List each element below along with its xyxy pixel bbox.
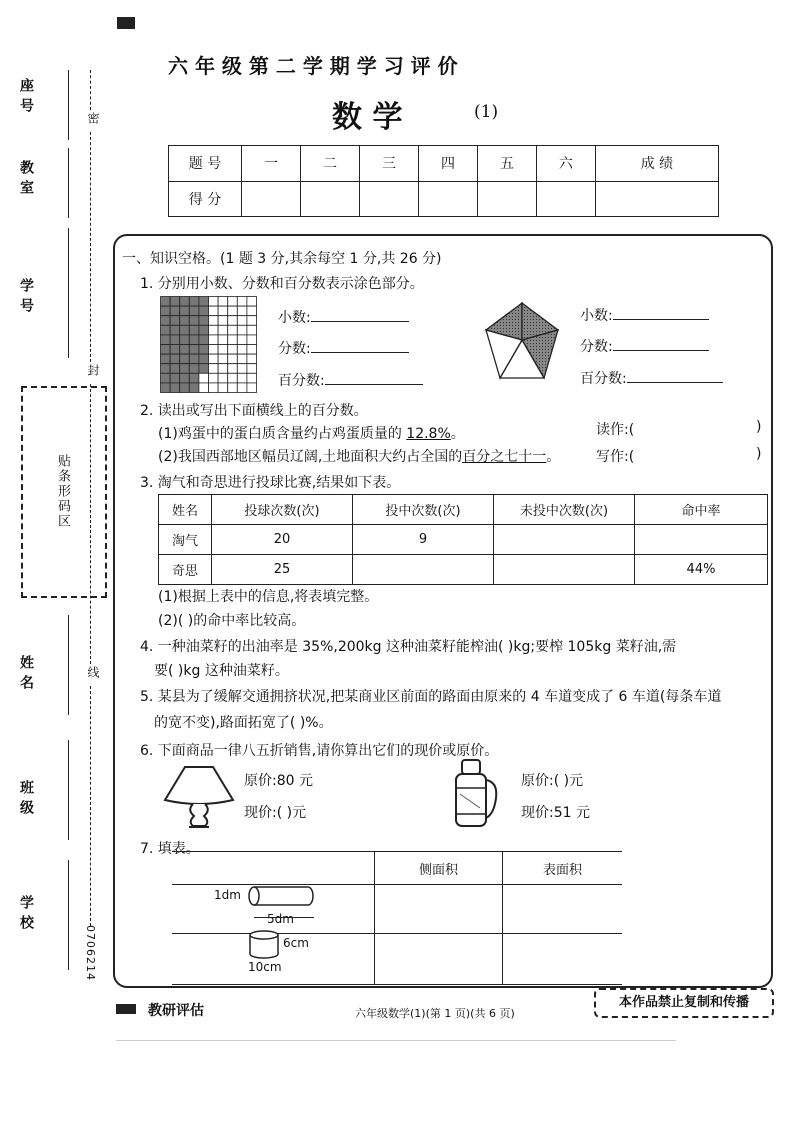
- grid-cell-shaded: [170, 316, 180, 326]
- question-4-line-2: 要( )kg 这种油菜籽。: [154, 663, 289, 679]
- grid-cell: [247, 297, 257, 307]
- grid-cell-shaded: [189, 316, 199, 326]
- table-header: [172, 852, 375, 885]
- answer-blank[interactable]: [627, 368, 723, 383]
- grid-cell-shaded: [189, 373, 199, 383]
- barcode-area-label: 贴条形码区: [55, 454, 70, 529]
- grid-cell-shaded: [180, 335, 190, 345]
- score-cell[interactable]: [300, 181, 359, 217]
- footer-brand: 教研评估: [148, 1003, 204, 1019]
- grid-cell-shaded: [189, 335, 199, 345]
- grid-cell: [228, 373, 238, 383]
- grid-cell: [228, 364, 238, 374]
- grid-cell-shaded: [170, 383, 180, 393]
- exam-title: 六 年 级 第 二 学 期 学 习 评 价: [168, 54, 458, 78]
- seal-line: [90, 686, 91, 926]
- grid-cell: [209, 345, 219, 355]
- score-header: 一: [242, 146, 301, 182]
- score-header: 四: [418, 146, 477, 182]
- grid-cell: [199, 373, 209, 383]
- barcode-area: [21, 386, 107, 598]
- exam-code: 0706214: [84, 925, 97, 981]
- thermos-current-price: 现价:51 元: [521, 805, 590, 821]
- seal-char-mi: 密: [86, 112, 100, 130]
- grid-cell-shaded: [161, 354, 171, 364]
- footer-mark: [116, 1004, 136, 1014]
- grid-cell: [228, 345, 238, 355]
- score-header: 五: [477, 146, 536, 182]
- seal-line: [90, 70, 91, 110]
- grid-cell: [247, 325, 257, 335]
- subject-title: 数 学: [332, 100, 403, 135]
- question-6: 6. 下面商品一律八五折销售,请你算出它们的现价或原价。: [140, 743, 499, 759]
- question-5-line-1: 5. 某县为了缓解交通拥挤状况,把某商业区前面的路面由原来的 4 车道变成了 6 车道(每条车道: [140, 689, 722, 705]
- grid-cell-shaded: [189, 364, 199, 374]
- percent-label-left: 百分数:: [278, 370, 423, 390]
- classroom-label: 教室: [18, 160, 34, 200]
- table-cell[interactable]: [494, 555, 635, 585]
- grid-cell: [247, 345, 257, 355]
- class-label: 班级: [18, 780, 34, 820]
- grid-cell-shaded: [180, 364, 190, 374]
- grid-cell: [209, 306, 219, 316]
- grid-cell-shaded: [170, 335, 180, 345]
- grid-cell-shaded: [189, 354, 199, 364]
- question-3-1: (1)根据上表中的信息,将表填完整。: [158, 589, 379, 605]
- bottom-divider: [116, 1040, 676, 1041]
- shooting-table: [158, 494, 768, 585]
- question-7: 7. 填表。: [140, 841, 200, 857]
- answer-blank[interactable]: [311, 307, 409, 322]
- grid-cell-shaded: [199, 354, 209, 364]
- table-cell[interactable]: [494, 525, 635, 555]
- field-line: [68, 228, 69, 358]
- copyright-text: 本作品禁止复制和传播: [618, 995, 749, 1010]
- grid-cell: [218, 316, 228, 326]
- grid-cell-shaded: [180, 325, 190, 335]
- grid-cell: [237, 383, 247, 393]
- question-5-line-2: 的宽不变),路面拓宽了( )%。: [154, 715, 333, 731]
- grid-cell: [218, 306, 228, 316]
- thermos-original-price: 原价:( )元: [521, 773, 584, 789]
- score-header: 成 绩: [595, 146, 718, 182]
- seal-line: [90, 132, 91, 362]
- grid-cell-shaded: [180, 354, 190, 364]
- grid-cell-shaded: [161, 373, 171, 383]
- grid-cell: [247, 383, 257, 393]
- cylinder-1-diameter: 1dm: [214, 888, 241, 902]
- question-2-1: (1)鸡蛋中的蛋白质含量约占鸡蛋质量的 12.8%。: [158, 426, 465, 442]
- grid-cell-shaded: [170, 325, 180, 335]
- grid-cell-shaded: [199, 297, 209, 307]
- table-cell: 25: [212, 555, 353, 585]
- grid-cell-shaded: [180, 316, 190, 326]
- grid-cell-shaded: [170, 364, 180, 374]
- lamp-icon: [163, 764, 235, 830]
- grid-cell: [218, 297, 228, 307]
- grid-cell: [228, 297, 238, 307]
- question-2-2: (2)我国西部地区幅员辽阔,土地面积大约占全国的百分之七十一。: [158, 449, 561, 465]
- field-line: [68, 740, 69, 840]
- table-cell: 奇思: [159, 555, 212, 585]
- score-header: 题 号: [169, 146, 242, 182]
- table-cell[interactable]: [635, 525, 768, 555]
- percent-label-right: 百分数:: [580, 368, 723, 388]
- grid-cell: [218, 373, 228, 383]
- grid-cell-shaded: [189, 306, 199, 316]
- grid-cell-shaded: [170, 345, 180, 355]
- grid-cell-shaded: [161, 364, 171, 374]
- field-line: [68, 615, 69, 715]
- cylinder-2-diameter: 10cm: [248, 960, 282, 974]
- grid-cell-shaded: [180, 297, 190, 307]
- grid-cell-shaded: [180, 373, 190, 383]
- table-header: 姓名: [159, 495, 212, 525]
- grid-cell: [237, 335, 247, 345]
- grid-cell: [237, 354, 247, 364]
- upright-cylinder-icon: [248, 930, 280, 960]
- grid-cell: [237, 297, 247, 307]
- grid-cell-shaded: [161, 345, 171, 355]
- grid-cell: [237, 345, 247, 355]
- grid-cell: [209, 316, 219, 326]
- grid-cell: [218, 354, 228, 364]
- volume-label: (1): [474, 102, 499, 122]
- grid-cell: [247, 364, 257, 374]
- field-line: [68, 70, 69, 140]
- grid-cell-shaded: [161, 383, 171, 393]
- grid-cell-shaded: [161, 297, 171, 307]
- grid-cell: [247, 373, 257, 383]
- grid-cell: [237, 325, 247, 335]
- fraction-label-right: 分数:: [580, 336, 709, 356]
- table-cell[interactable]: [503, 934, 623, 985]
- lamp-current-price: 现价:( )元: [244, 805, 307, 821]
- grid-cell-shaded: [170, 306, 180, 316]
- table-header: 侧面积: [375, 852, 503, 885]
- seat-label: 座号: [18, 78, 34, 118]
- table-header: 未投中次数(次): [494, 495, 635, 525]
- score-cell[interactable]: [595, 181, 718, 217]
- field-line: [68, 860, 69, 970]
- grid-cell-shaded: [161, 335, 171, 345]
- grid-cell: [209, 354, 219, 364]
- table-header: 命中率: [635, 495, 768, 525]
- cylinder-1-length: 5dm: [267, 912, 294, 926]
- score-cell[interactable]: [359, 181, 418, 217]
- grid-cell: [228, 306, 238, 316]
- write-label: 写作:(: [596, 449, 635, 465]
- grid-cell: [218, 383, 228, 393]
- table-cell[interactable]: [353, 555, 494, 585]
- length-arrow: [254, 917, 314, 918]
- horizontal-cylinder-icon: [246, 885, 316, 907]
- grid-cell: [228, 354, 238, 364]
- grid-cell-shaded: [170, 297, 180, 307]
- write-close-paren: ): [756, 446, 762, 462]
- grid-cell: [237, 306, 247, 316]
- grid-cell: [247, 335, 257, 345]
- decimal-label-right: 小数:: [580, 305, 709, 325]
- thermos-icon: [450, 758, 500, 830]
- grid-cell: [247, 306, 257, 316]
- answer-blank[interactable]: [613, 305, 709, 320]
- grid-cell-shaded: [170, 354, 180, 364]
- grid-cell: [209, 335, 219, 345]
- grid-cell-shaded: [161, 306, 171, 316]
- name-label: 姓名: [18, 655, 34, 695]
- grid-cell: [228, 316, 238, 326]
- table-cell[interactable]: [375, 885, 503, 934]
- score-table: [168, 145, 719, 217]
- section-heading: 一、知识空格。(1 题 3 分,其余每空 1 分,共 26 分): [122, 251, 442, 267]
- table-header: 投球次数(次): [212, 495, 353, 525]
- grid-cell-shaded: [180, 383, 190, 393]
- school-label: 学校: [18, 895, 34, 935]
- answer-blank[interactable]: [325, 370, 423, 385]
- grid-cell-shaded: [189, 325, 199, 335]
- grid-cell-shaded: [189, 383, 199, 393]
- table-cell: 淘气: [159, 525, 212, 555]
- score-header: 二: [300, 146, 359, 182]
- read-label: 读作:(: [596, 422, 635, 438]
- read-close-paren: ): [756, 419, 762, 435]
- grid-cell-shaded: [199, 306, 209, 316]
- question-3: 3. 淘气和奇思进行投球比赛,结果如下表。: [140, 475, 401, 491]
- grid-cell: [209, 383, 219, 393]
- lamp-original-price: 原价:80 元: [244, 773, 313, 789]
- question-3-2: (2)( )的命中率比较高。: [158, 613, 306, 629]
- question-2: 2. 读出或写出下面横线上的百分数。: [140, 403, 368, 419]
- question-4-line-1: 4. 一种油菜籽的出油率是 35%,200kg 这种油菜籽能榨油( )kg;要榨 105kg 菜籽油,需: [140, 639, 677, 655]
- grid-cell-shaded: [189, 297, 199, 307]
- grid-cell-shaded: [161, 316, 171, 326]
- grid-cell: [237, 316, 247, 326]
- table-cell: 20: [212, 525, 353, 555]
- footer-page-info: 六年级数学(1)(第 1 页)(共 6 页): [355, 1007, 515, 1020]
- grid-cell: [247, 316, 257, 326]
- grid-cell: [209, 325, 219, 335]
- table-cell: 9: [353, 525, 494, 555]
- grid-cell: [237, 373, 247, 383]
- cylinder-2-height: 6cm: [283, 936, 309, 950]
- grid-cell: [228, 325, 238, 335]
- grid-cell: [218, 335, 228, 345]
- table-cell: 44%: [635, 555, 768, 585]
- grid-cell-shaded: [199, 325, 209, 335]
- answer-blank[interactable]: [613, 336, 709, 351]
- fraction-label-left: 分数:: [278, 338, 409, 358]
- grid-cell-shaded: [161, 325, 171, 335]
- field-line: [68, 148, 69, 218]
- grid-cell: [237, 364, 247, 374]
- answer-blank[interactable]: [311, 338, 409, 353]
- cylinder-table: [172, 851, 622, 985]
- grid-cell: [218, 364, 228, 374]
- score-header: 三: [359, 146, 418, 182]
- grid-cell: [199, 383, 209, 393]
- score-row-label: 得 分: [169, 181, 242, 217]
- grid-cell-shaded: [199, 364, 209, 374]
- grid-cell: [209, 297, 219, 307]
- grid-cell-shaded: [180, 306, 190, 316]
- decimal-label-left: 小数:: [278, 307, 409, 327]
- score-cell[interactable]: [418, 181, 477, 217]
- grid-cell-shaded: [189, 345, 199, 355]
- shaded-grid-figure: [160, 296, 257, 393]
- score-cell[interactable]: [536, 181, 595, 217]
- grid-cell: [218, 325, 228, 335]
- grid-cell-shaded: [199, 316, 209, 326]
- grid-cell-shaded: [199, 345, 209, 355]
- score-cell[interactable]: [242, 181, 301, 217]
- question-1: 1. 分别用小数、分数和百分数表示涂色部分。: [140, 276, 424, 292]
- grid-cell-shaded: [180, 345, 190, 355]
- seal-char-xian: 线: [86, 666, 100, 684]
- table-cell[interactable]: [503, 885, 623, 934]
- grid-cell: [228, 383, 238, 393]
- score-cell[interactable]: [477, 181, 536, 217]
- copyright-stamp: [594, 988, 774, 1018]
- grid-cell: [209, 364, 219, 374]
- student-no-label: 学号: [18, 278, 34, 318]
- shaded-pentagon-figure: [484, 300, 560, 382]
- table-header: 投中次数(次): [353, 495, 494, 525]
- grid-cell: [247, 354, 257, 364]
- grid-cell-shaded: [199, 335, 209, 345]
- seal-char-feng: 封: [86, 364, 100, 382]
- score-header: 六: [536, 146, 595, 182]
- registration-mark: [117, 17, 135, 29]
- grid-cell: [209, 373, 219, 383]
- table-cell[interactable]: [375, 934, 503, 985]
- table-header: 表面积: [503, 852, 623, 885]
- grid-cell-shaded: [170, 373, 180, 383]
- grid-cell: [228, 335, 238, 345]
- grid-cell: [218, 345, 228, 355]
